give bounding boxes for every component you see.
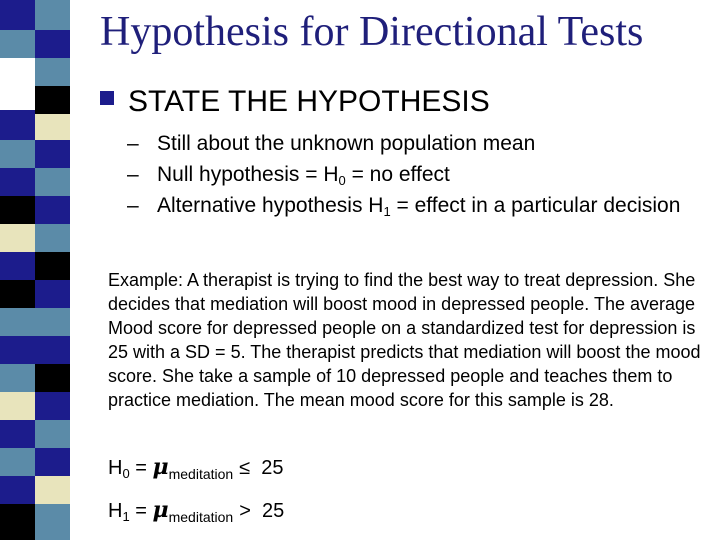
- strip-block: [35, 448, 70, 476]
- sub-bullet-list: [127, 128, 707, 221]
- subscript: 0: [122, 466, 130, 481]
- strip-block: [0, 224, 35, 252]
- strip-block: [35, 252, 70, 280]
- strip-block: [0, 308, 35, 336]
- strip-block: [0, 252, 35, 280]
- strip-block: [35, 86, 70, 114]
- strip-block: [35, 140, 70, 168]
- strip-block: [0, 448, 35, 476]
- strip-block: [35, 58, 70, 86]
- strip-block: [35, 308, 70, 336]
- h-symbol: H: [108, 457, 123, 479]
- strip-block: [35, 336, 70, 364]
- example-paragraph: Example: A therapist is trying to find the best way to treat depression. She decides that mediation will boost mood in depressed people. The average Mood score for depressed people on a standardized test for depression is 25 with a SD = 5. The therapist predicts that mediation will boost the mood score. She take a sample of 10 depressed people and teaches them to practice mediation. The mean mood score for this sample is 28.: [108, 270, 701, 410]
- subscript: 0: [338, 173, 346, 188]
- main-bullet: [100, 84, 490, 120]
- strip-block: [0, 476, 35, 504]
- sub-bullet-item: [127, 128, 707, 159]
- sub-bullet-text: Null hypothesis = H: [157, 163, 339, 186]
- dash-bullet: –: [127, 194, 139, 217]
- mu-symbol: μ: [152, 454, 169, 480]
- strip-block: [0, 364, 35, 392]
- square-bullet-icon: [100, 91, 114, 105]
- strip-block: [35, 420, 70, 448]
- strip-block: [0, 0, 35, 30]
- strip-block: [0, 336, 35, 364]
- strip-block: [35, 168, 70, 196]
- strip-block: [0, 392, 35, 420]
- alternative-hypothesis-formula: [108, 497, 284, 524]
- strip-block: [0, 110, 35, 140]
- dash-bullet: –: [127, 132, 139, 155]
- sub-bullet-text: Alternative hypothesis H: [157, 194, 384, 217]
- strip-block: [0, 140, 35, 168]
- decorative-side-strip: [0, 0, 70, 540]
- strip-block: [35, 476, 70, 504]
- mu-symbol: μ: [152, 497, 169, 523]
- sub-bullet-text: = effect in a particular decision: [390, 194, 681, 217]
- strip-block: [35, 0, 70, 30]
- sub-bullet-item: [127, 159, 707, 190]
- strip-block: [0, 504, 35, 540]
- equals-sign: =: [129, 457, 153, 479]
- strip-block: [0, 168, 35, 196]
- mu-subscript: meditation: [168, 509, 234, 525]
- sub-bullet-text: = no effect: [345, 163, 450, 186]
- strip-block: [35, 364, 70, 392]
- strip-block: [0, 420, 35, 448]
- strip-block: [0, 280, 35, 308]
- strip-block: [35, 504, 70, 540]
- equals-sign: =: [129, 500, 153, 522]
- subscript: 1: [383, 204, 391, 219]
- h-symbol: H: [108, 500, 123, 522]
- strip-block: [35, 280, 70, 308]
- formula-rest: > 25: [239, 500, 285, 522]
- strip-block: [0, 30, 35, 58]
- slide-title: Hypothesis for Directional Tests: [100, 9, 644, 55]
- strip-block: [35, 224, 70, 252]
- formula-rest: ≤ 25: [239, 457, 284, 479]
- strip-block: [35, 196, 70, 224]
- sub-bullet-text: Still about the unknown population mean: [157, 132, 536, 155]
- null-hypothesis-formula: [108, 454, 284, 481]
- strip-block: [35, 114, 70, 140]
- strip-block: [0, 196, 35, 224]
- strip-block: [35, 392, 70, 420]
- subscript: 1: [122, 509, 130, 524]
- dash-bullet: –: [127, 163, 139, 186]
- main-bullet-text: STATE THE HYPOTHESIS: [128, 85, 490, 118]
- sub-bullet-item: [127, 190, 707, 221]
- mu-subscript: meditation: [168, 466, 234, 482]
- strip-block: [35, 30, 70, 58]
